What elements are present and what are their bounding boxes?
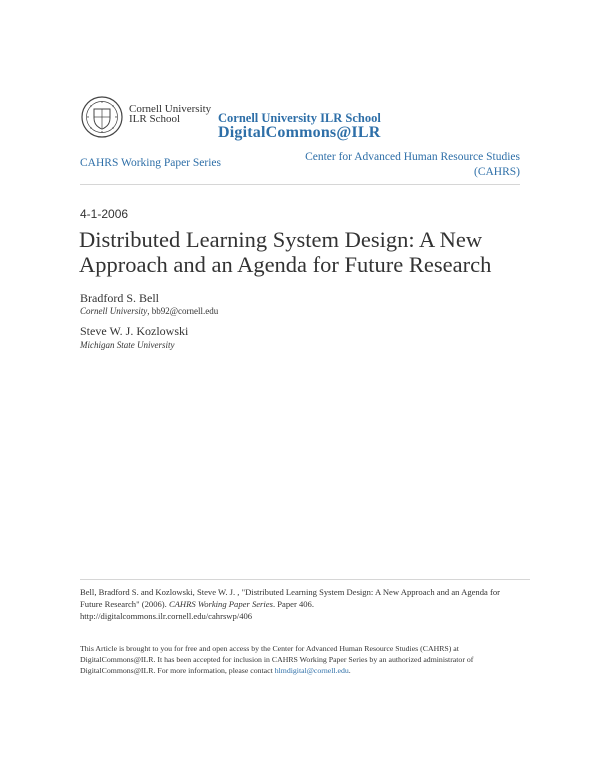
paper-title bbox=[79, 227, 529, 277]
author-affiliation bbox=[80, 306, 218, 316]
citation-divider bbox=[80, 579, 530, 580]
author-name[interactable]: Steve W. J. Kozlowski bbox=[80, 324, 189, 338]
repository-link[interactable]: DigitalCommons@ILR bbox=[218, 124, 381, 141]
publication-date: 4-1-2006 bbox=[80, 207, 129, 221]
affiliation-text: Michigan State University bbox=[80, 340, 175, 350]
citation-url[interactable]: http://digitalcommons.ilr.cornell.edu/cahrswp/406 bbox=[80, 611, 253, 621]
title-line-1: Distributed Learning System Design: A New bbox=[79, 227, 483, 252]
access-statement bbox=[80, 643, 520, 676]
wordmark-line-1: Cornell University bbox=[129, 103, 212, 115]
cornell-seal-icon bbox=[81, 96, 123, 138]
affiliation-text: Cornell University bbox=[80, 306, 148, 316]
center-link[interactable] bbox=[280, 150, 520, 180]
citation-paper-number: . Paper 406. bbox=[272, 599, 315, 609]
series-link[interactable]: CAHRS Working Paper Series bbox=[80, 157, 222, 169]
center-link-line-2: (CAHRS) bbox=[473, 166, 520, 178]
contact-email-link[interactable]: hlmdigital@cornell.edu bbox=[274, 666, 349, 675]
university-wordmark bbox=[129, 104, 211, 124]
center-link-line-1: Center for Advanced Human Resource Studies bbox=[305, 151, 520, 163]
school-link[interactable]: Cornell University ILR School bbox=[218, 111, 381, 125]
author-affiliation bbox=[80, 340, 174, 350]
recommended-citation bbox=[80, 586, 520, 622]
author-email: , bb92@cornell.edu bbox=[147, 306, 219, 316]
header-divider bbox=[80, 184, 520, 185]
citation-text: Bell, Bradford S. and Kozlowski, Steve W. J. , "Distributed Learning System Design: A New Approach and an Agenda for Future Research" (2006). bbox=[80, 587, 501, 609]
citation-series: CAHRS Working Paper Series bbox=[168, 599, 273, 609]
wordmark-line-2: ILR School bbox=[129, 113, 181, 125]
access-statement-end: . bbox=[348, 666, 351, 675]
title-line-2: Approach and an Agenda for Future Research bbox=[79, 252, 492, 277]
author-name[interactable]: Bradford S. Bell bbox=[80, 291, 159, 305]
access-statement-text: This Article is brought to you for free and open access by the Center for Advanced Human Resource Studies (CAHRS) at DigitalCommons@ILR. It has been accepted for inclusion in CAHRS Working Paper Series by an authorized administrator of DigitalCommons@ILR. For more information, please contact bbox=[80, 644, 474, 675]
